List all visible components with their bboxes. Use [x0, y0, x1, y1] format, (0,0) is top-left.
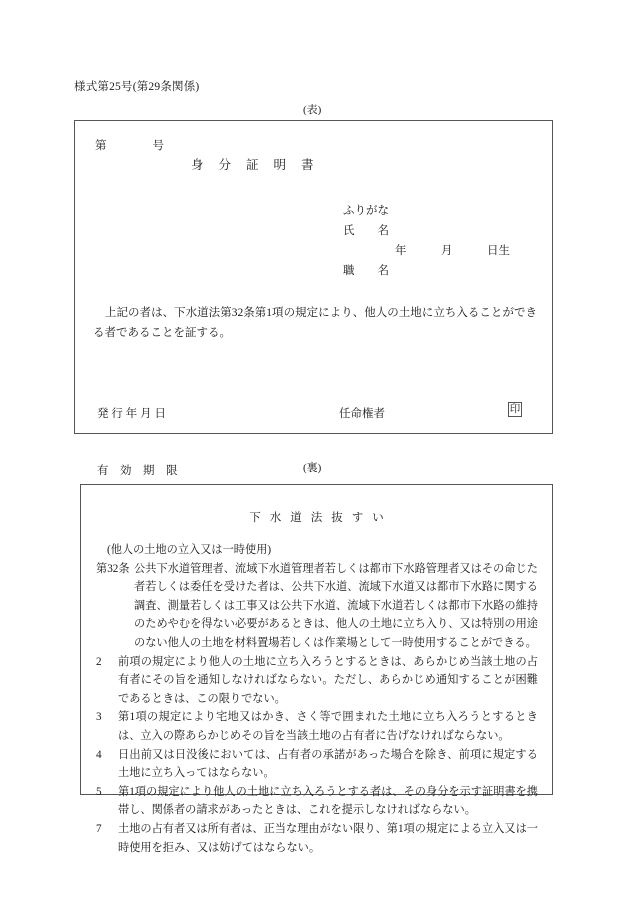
law-excerpt-body: [96, 541, 538, 857]
seal-stamp-box: 印: [509, 404, 521, 415]
front-side-label: (表): [303, 104, 322, 116]
law-paragraph: [96, 560, 538, 653]
law-paragraph-number: 7: [96, 822, 102, 835]
law-paragraph: [96, 820, 538, 857]
law-section-heading: (他人の土地の立入又は一時使用): [107, 544, 272, 556]
law-paragraph: [96, 653, 538, 709]
law-paragraph-text: 前項の規定により他人の土地に立ち入ろうとするときは、あらかじめ当該土地の占有者にその旨を通知しなければならない。ただし、あらかじめ通知することが困難であるときは、この限りでない。: [118, 655, 538, 705]
law-paragraph-number: 2: [96, 655, 102, 668]
certification-statement: 上記の者は、下水道法第32条第1項の規定により、他人の土地に立ち入ることができる者であることを証する。: [93, 307, 537, 339]
name-label: 氏 名: [343, 225, 389, 237]
law-paragraph: [96, 746, 538, 783]
expiry-date-label: 有 効 期 限: [97, 465, 178, 477]
law-paragraph: [96, 783, 538, 820]
back-side-label: (裏): [303, 462, 322, 474]
holder-fields: [343, 201, 510, 281]
law-paragraph-number: 3: [96, 711, 102, 724]
certificate-number-field: 第 号: [95, 140, 164, 152]
issue-date-label: 発 行 年 月 日: [97, 408, 166, 420]
front-side-panel: [74, 120, 553, 477]
law-paragraph-text: 土地の占有者又は所有者は、正当な理由がない限り、第1項の規定による立入又は一時使用を拒み、又は妨げてはならない。: [118, 822, 538, 854]
law-paragraph-text: 日出前又は日没後においては、占有者の承諾があった場合を除き、前項に規定する土地に立ち入ってはならない。: [118, 748, 538, 780]
law-paragraph-list: [96, 560, 538, 858]
furigana-label: ふりがな: [343, 205, 389, 217]
law-paragraph-text: 第1項の規定により他人の土地に立ち入ろうとする者は、その身分を示す証明書を携帯し、関係者の請求があったときは、これを提示しなければならない。: [118, 785, 538, 817]
law-paragraph-number: 5: [96, 785, 102, 798]
appointing-authority-label: 任命権者: [339, 408, 385, 420]
law-paragraph-number: 第32条: [96, 562, 130, 575]
form-number: 様式第25号(第29条関係): [74, 81, 200, 93]
birth-date-label: 年 月 日生: [395, 245, 510, 257]
law-excerpt-title: 下水道法抜すい: [249, 512, 393, 524]
law-paragraph-text: 第1項の規定により宅地又はかき、さく等で囲まれた土地に立ち入ろうとするときは、立入の際あらかじめその旨を当該土地の占有者に告げなければならない。: [118, 711, 538, 742]
certificate-title: 身分証明書: [191, 158, 329, 172]
law-paragraph: [96, 708, 538, 745]
law-paragraph-number: 4: [96, 748, 102, 761]
law-paragraph-text: 公共下水道管理者、流域下水道管理者若しくは都市下水路管理者又はその命じた者若しくは委任を受けた者は、公共下水道、流域下水道又は都市下水路に関する調査、測量若しくは工事又は公共下水道、流域下水道若しくは都市下水路の維持のためやむを得ない必要があるときは、他人の土地に立ち入り、又は特別の用途のない他人の土地を材料置場若しくは作業場として一時使用することができる。: [134, 562, 538, 649]
job-title-label: 職 名: [343, 265, 389, 277]
back-side-panel: [80, 484, 553, 854]
